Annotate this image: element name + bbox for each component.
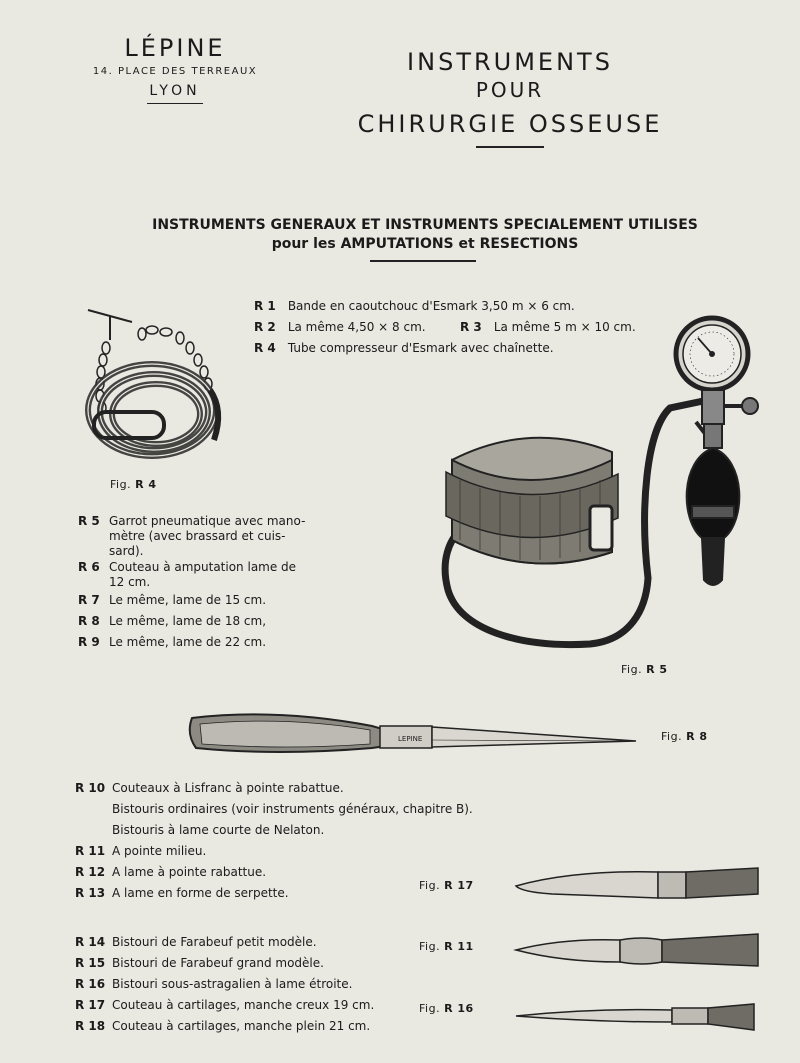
scalpel-illustration xyxy=(512,932,762,970)
brand-city: LYON xyxy=(149,83,201,99)
subtitle-line-2: pour les AMPUTATIONS et RESECTIONS xyxy=(271,236,579,252)
list-item xyxy=(75,844,206,859)
item-code: R 16 xyxy=(75,977,106,991)
item-text: A lame à pointe rabattue. xyxy=(112,865,267,879)
item-text: Bistouri de Farabeuf grand modèle. xyxy=(112,956,324,970)
list-item: R 6 Couteau à amputation lame de 12 cm. xyxy=(78,560,297,589)
item-text: A lame en forme de serpette. xyxy=(112,886,289,900)
section-subtitle xyxy=(100,216,750,262)
item-text: Bande en caoutchouc d'Esmark 3,50 m × 6 cm. xyxy=(287,299,575,313)
item-code: R 15 xyxy=(75,956,106,970)
list-item xyxy=(75,935,317,950)
item-code: R 18 xyxy=(75,1019,106,1033)
list-item xyxy=(75,998,374,1013)
item-text: Le même, lame de 15 cm. xyxy=(109,593,267,607)
list-item xyxy=(75,886,289,901)
item-text: Bistouri sous-astragalien à lame étroite. xyxy=(112,977,353,991)
tube-chain-illustration xyxy=(70,300,240,475)
figure-caption: Fig. R 4 xyxy=(110,478,157,491)
list-item xyxy=(75,781,344,796)
list-item: R 5 Garrot pneumatique avec mano- mètre (avec brassard et cuis- sard). xyxy=(78,514,306,558)
pneumatic-tourniquet-illustration xyxy=(440,310,770,660)
item-code: R 7 xyxy=(78,593,100,607)
item-code: R 6 xyxy=(78,560,100,574)
brand-name: LÉPINE xyxy=(124,34,226,62)
list-item xyxy=(75,977,352,992)
list-item: Bistouris à lame courte de Nelaton. xyxy=(112,823,325,837)
item-text: Couteaux à Lisfranc à pointe rabattue. xyxy=(112,781,344,795)
item-text: Le même, lame de 22 cm. xyxy=(109,635,267,649)
figure-caption: Fig. R 11 xyxy=(419,940,474,953)
item-code: R 3 xyxy=(460,320,482,334)
item-code: R 5 xyxy=(78,514,100,528)
item-code: R 10 xyxy=(75,781,106,795)
list-item xyxy=(75,956,324,971)
item-code: R 9 xyxy=(78,635,100,649)
list-item xyxy=(254,320,426,335)
engraved-brand: LEPINE xyxy=(398,735,423,743)
figure-caption: Fig. R 16 xyxy=(419,1002,474,1015)
item-code: R 8 xyxy=(78,614,100,628)
item-code: R 2 xyxy=(254,320,276,334)
item-code: R 4 xyxy=(254,341,276,355)
item-text: Couteau à cartilages, manche creux 19 cm. xyxy=(112,998,375,1012)
divider xyxy=(476,146,544,148)
item-text: Bistouri de Farabeuf petit modèle. xyxy=(112,935,317,949)
item-code: R 11 xyxy=(75,844,106,858)
divider xyxy=(147,103,203,104)
list-item: Bistouris ordinaires (voir instruments généraux, chapitre B). xyxy=(112,802,473,816)
item-text: Couteau à cartilages, manche plein 21 cm. xyxy=(112,1019,371,1033)
scalpel-illustration xyxy=(512,866,762,902)
list-item xyxy=(78,635,266,650)
title-line-1: INSTRUMENTS xyxy=(407,48,613,76)
divider xyxy=(370,260,476,262)
item-text: La même 5 m × 10 cm. xyxy=(493,320,636,334)
item-code: R 1 xyxy=(254,299,276,313)
list-item xyxy=(78,614,266,629)
item-code: R 14 xyxy=(75,935,106,949)
figure-caption: Fig. R 8 xyxy=(661,730,708,743)
list-item xyxy=(75,865,266,880)
title-line-3: CHIRURGIE OSSEUSE xyxy=(357,110,663,138)
item-text: Tube compresseur d'Esmark avec chaînette. xyxy=(287,341,554,355)
item-code: R 13 xyxy=(75,886,106,900)
page-title xyxy=(300,48,720,148)
list-item xyxy=(75,1019,370,1034)
item-code: R 12 xyxy=(75,865,106,879)
figure-caption: Fig. R 17 xyxy=(419,879,474,892)
figure-caption: Fig. R 5 xyxy=(621,663,668,676)
list-item xyxy=(78,593,266,608)
title-line-2: POUR xyxy=(475,78,545,102)
item-code: R 17 xyxy=(75,998,106,1012)
scalpel-illustration xyxy=(512,1000,762,1034)
brand-address: 14. PLACE DES TERREAUX xyxy=(92,66,258,77)
item-text: La même 4,50 × 8 cm. xyxy=(287,320,426,334)
item-text: Le même, lame de 18 cm, xyxy=(109,614,267,628)
brand-block xyxy=(60,34,290,104)
amputation-knife-illustration xyxy=(186,710,646,760)
item-text: A pointe milieu. xyxy=(112,844,207,858)
subtitle-line-1: INSTRUMENTS GENERAUX ET INSTRUMENTS SPECIALEMENT UTILISES xyxy=(152,217,698,233)
